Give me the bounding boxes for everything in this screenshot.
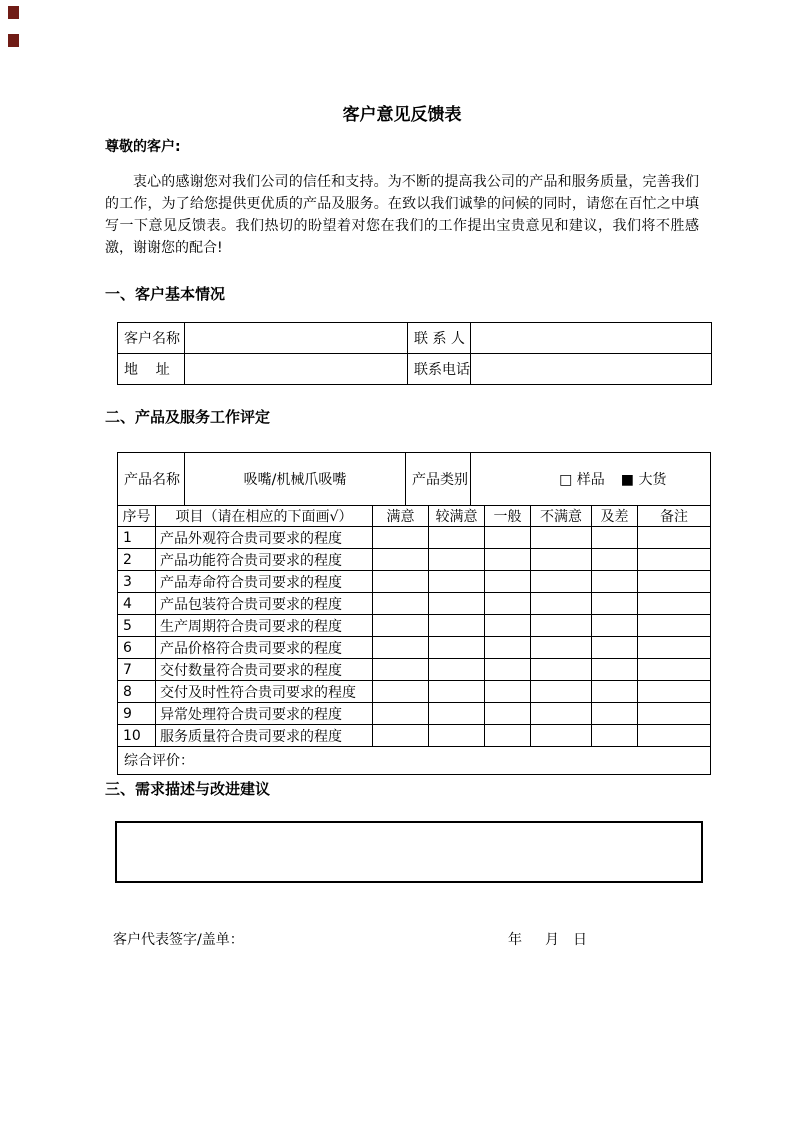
rating-row	[118, 681, 711, 703]
checkbox-option-sample[interactable]	[559, 469, 605, 489]
rating-cell[interactable]	[592, 527, 638, 549]
rating-cell[interactable]	[485, 615, 531, 637]
rating-row	[118, 549, 711, 571]
row-number: 4	[118, 593, 156, 615]
product-info-table	[117, 452, 711, 506]
rating-row	[118, 527, 711, 549]
product-category-label: 产品类别	[406, 453, 471, 506]
rating-cell[interactable]	[592, 571, 638, 593]
rating-cell[interactable]	[531, 593, 592, 615]
address-field[interactable]	[185, 354, 408, 385]
row-item: 交付数量符合贵司要求的程度	[156, 659, 373, 681]
rating-cell[interactable]	[592, 725, 638, 747]
rating-row	[118, 725, 711, 747]
row-item: 产品价格符合贵司要求的程度	[156, 637, 373, 659]
rating-cell[interactable]	[531, 571, 592, 593]
remark-cell[interactable]	[638, 593, 711, 615]
table-row	[118, 323, 712, 354]
rating-table	[117, 505, 711, 775]
rating-cell[interactable]	[592, 593, 638, 615]
rating-cell[interactable]	[373, 615, 429, 637]
corner-mark-icon	[8, 34, 19, 47]
rating-cell[interactable]	[531, 527, 592, 549]
phone-field[interactable]	[471, 354, 712, 385]
rating-cell[interactable]	[531, 703, 592, 725]
rating-cell[interactable]	[485, 681, 531, 703]
row-item: 交付及时性符合贵司要求的程度	[156, 681, 373, 703]
rating-cell[interactable]	[592, 703, 638, 725]
rating-cell[interactable]	[429, 527, 485, 549]
rating-cell[interactable]	[485, 549, 531, 571]
rating-row	[118, 615, 711, 637]
row-number: 7	[118, 659, 156, 681]
column-header-fairly-satisfied: 较满意	[429, 506, 485, 527]
row-number: 8	[118, 681, 156, 703]
rating-row	[118, 571, 711, 593]
checkbox-unchecked-icon[interactable]: □	[559, 472, 573, 488]
rating-cell[interactable]	[429, 615, 485, 637]
phone-label: 联系电话	[408, 354, 471, 385]
column-header-item: 项目（请在相应的下面画√）	[156, 506, 373, 527]
column-header-remark: 备注	[638, 506, 711, 527]
rating-cell[interactable]	[485, 571, 531, 593]
column-header-satisfied: 满意	[373, 506, 429, 527]
rating-cell[interactable]	[485, 703, 531, 725]
signature-label: 客户代表签字/盖单：	[113, 932, 244, 948]
row-number: 1	[118, 527, 156, 549]
customer-name-field[interactable]	[185, 323, 408, 354]
customer-info-table	[117, 322, 712, 385]
row-item: 服务质量符合贵司要求的程度	[156, 725, 373, 747]
rating-cell[interactable]	[485, 593, 531, 615]
rating-cell[interactable]	[531, 681, 592, 703]
row-number: 9	[118, 703, 156, 725]
overall-evaluation-field[interactable]: 综合评价：	[118, 747, 711, 775]
date-day-label: 日	[573, 932, 587, 948]
page-title: 客户意见反馈表	[342, 105, 462, 125]
rating-cell[interactable]	[592, 659, 638, 681]
rating-cell[interactable]	[429, 571, 485, 593]
rating-row	[118, 593, 711, 615]
row-item: 产品功能符合贵司要求的程度	[156, 549, 373, 571]
checkbox-option-bulk[interactable]	[621, 469, 667, 489]
rating-header-row	[118, 506, 711, 527]
product-name-label: 产品名称	[118, 453, 185, 506]
rating-cell[interactable]	[531, 549, 592, 571]
row-item: 生产周期符合贵司要求的程度	[156, 615, 373, 637]
remark-cell[interactable]	[638, 527, 711, 549]
remark-cell[interactable]	[638, 571, 711, 593]
product-name-value: 吸嘴/机械爪吸嘴	[185, 453, 406, 506]
rating-cell[interactable]	[373, 659, 429, 681]
rating-cell[interactable]	[592, 681, 638, 703]
customer-name-label: 客户名称	[118, 323, 185, 354]
rating-cell[interactable]	[531, 637, 592, 659]
row-item: 产品外观符合贵司要求的程度	[156, 527, 373, 549]
row-number: 3	[118, 571, 156, 593]
row-item: 异常处理符合贵司要求的程度	[156, 703, 373, 725]
address-label: 地 址	[118, 354, 185, 385]
section-heading-evaluation: 二、产品及服务工作评定	[105, 408, 271, 426]
contact-person-label: 联 系 人	[408, 323, 471, 354]
rating-cell[interactable]	[531, 615, 592, 637]
rating-cell[interactable]	[485, 725, 531, 747]
rating-cell[interactable]	[592, 637, 638, 659]
rating-cell[interactable]	[429, 549, 485, 571]
rating-cell[interactable]	[485, 637, 531, 659]
rating-cell[interactable]	[429, 703, 485, 725]
date-year-label: 年	[508, 932, 522, 948]
rating-cell[interactable]	[485, 659, 531, 681]
rating-cell[interactable]	[429, 593, 485, 615]
rating-cell[interactable]	[592, 615, 638, 637]
rating-cell[interactable]	[373, 593, 429, 615]
checkbox-checked-icon[interactable]: ■	[620, 472, 634, 488]
checkbox-option-label: 大货	[638, 472, 667, 488]
column-header-unsatisfied: 不满意	[531, 506, 592, 527]
rating-cell[interactable]	[373, 637, 429, 659]
contact-person-field[interactable]	[471, 323, 712, 354]
summary-row	[118, 747, 711, 775]
date-month-label: 月	[545, 932, 559, 948]
rating-cell[interactable]	[429, 681, 485, 703]
remark-cell[interactable]	[638, 615, 711, 637]
rating-cell[interactable]	[592, 549, 638, 571]
rating-cell[interactable]	[373, 725, 429, 747]
remark-cell[interactable]	[638, 681, 711, 703]
rating-cell[interactable]	[531, 659, 592, 681]
remark-cell[interactable]	[638, 549, 711, 571]
rating-cell[interactable]	[373, 681, 429, 703]
evaluation-tables	[117, 452, 711, 775]
checkbox-option-label: 样品	[576, 472, 605, 488]
rating-cell[interactable]	[373, 571, 429, 593]
row-item: 产品寿命符合贵司要求的程度	[156, 571, 373, 593]
remark-cell[interactable]	[638, 703, 711, 725]
suggestions-field[interactable]	[115, 821, 703, 883]
remark-cell[interactable]	[638, 637, 711, 659]
rating-cell[interactable]	[373, 549, 429, 571]
rating-row	[118, 703, 711, 725]
corner-mark-icon	[8, 6, 19, 19]
row-number: 5	[118, 615, 156, 637]
rating-cell[interactable]	[429, 637, 485, 659]
table-row	[118, 453, 711, 506]
intro-paragraph: 衷心的感谢您对我们公司的信任和支持。为不断的提高我公司的产品和服务质量，完善我们的工作，为了给您提供更优质的产品及服务。在致以我们诚挚的问候的同时，请您在百忙之中填写一下意见反馈表。我们热切的盼望着对您在我们的工作提出宝贵意见和建议，我们将不胜感激，谢谢您的配合!	[105, 174, 699, 256]
rating-cell[interactable]	[429, 659, 485, 681]
table-row	[118, 354, 712, 385]
section-heading-suggestions: 三、需求描述与改进建议	[105, 780, 271, 798]
product-category-options	[471, 453, 711, 506]
rating-cell[interactable]	[373, 703, 429, 725]
row-number: 6	[118, 637, 156, 659]
row-item: 产品包装符合贵司要求的程度	[156, 593, 373, 615]
rating-row	[118, 659, 711, 681]
rating-cell[interactable]	[531, 725, 592, 747]
section-heading-customer-info: 一、客户基本情况	[105, 285, 226, 303]
column-header-no: 序号	[118, 506, 156, 527]
rating-cell[interactable]	[373, 527, 429, 549]
rating-cell[interactable]	[485, 527, 531, 549]
column-header-poor: 及差	[592, 506, 638, 527]
greeting-text: 尊敬的客户:	[105, 139, 181, 155]
remark-cell[interactable]	[638, 659, 711, 681]
rating-cell[interactable]	[429, 725, 485, 747]
column-header-average: 一般	[485, 506, 531, 527]
row-number: 10	[118, 725, 156, 747]
rating-row	[118, 637, 711, 659]
row-number: 2	[118, 549, 156, 571]
remark-cell[interactable]	[638, 725, 711, 747]
